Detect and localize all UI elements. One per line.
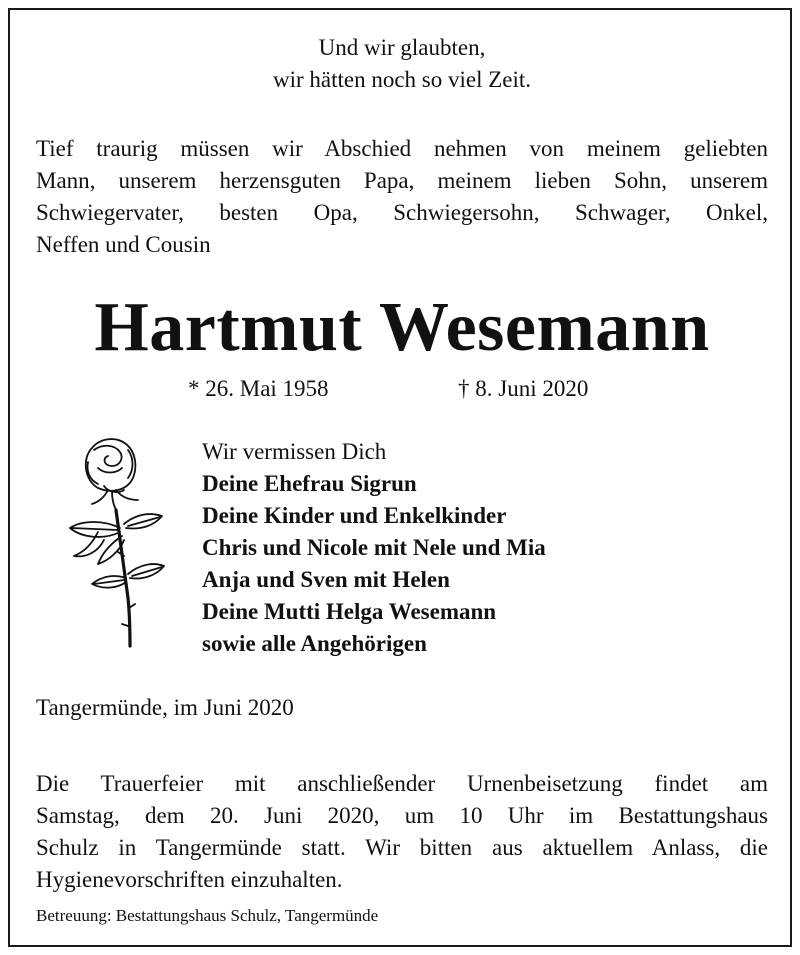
intro-line-4: Neffen und Cousin [36, 232, 211, 257]
mourner-line: Anja und Sven mit Helen [202, 567, 450, 592]
service-paragraph [36, 768, 768, 896]
mourners-intro: Wir vermissen Dich [202, 439, 387, 464]
intro-line-2: Mann, unserem herzensguten Papa, meinem lieben Sohn, unserem [36, 168, 768, 193]
mourners-list [202, 436, 546, 660]
poem-verse [10, 32, 794, 96]
service-line-3: Schulz in Tangermünde statt. Wir bitten aus aktuellem Anlass, die [36, 835, 768, 860]
poem-line-2: wir hätten noch so viel Zeit. [272, 67, 532, 92]
mourner-line: Chris und Nicole mit Nele und Mia [202, 535, 546, 560]
intro-line-1: Tief traurig müssen wir Abschied nehmen von meinem geliebten [36, 136, 768, 161]
mourner-line: sowie alle Angehörigen [202, 631, 427, 656]
service-line-4: Hygienevorschriften einzuhalten. [36, 867, 343, 892]
mourner-line: Deine Mutti Helga Wesemann [202, 599, 497, 624]
place-date: Tangermünde, im Juni 2020 [36, 695, 294, 720]
intro-paragraph [36, 133, 768, 261]
intro-line-3: Schwiegervater, besten Opa, Schwiegersohn, Schwager, Onkel, [36, 200, 768, 225]
death-date: † 8. Juni 2020 [458, 376, 589, 401]
poem-line-1: Und wir glaubten, [318, 35, 486, 60]
mourner-line: Deine Kinder und Enkelkinder [202, 503, 507, 528]
deceased-name: Hartmut Wesemann [94, 289, 710, 366]
birth-date: * 26. Mai 1958 [188, 376, 329, 401]
funeral-home-credit: Betreuung: Bestattungshaus Schulz, Tangermünde [36, 906, 379, 925]
service-line-1: Die Trauerfeier mit anschließender Urnenbeisetzung findet am [36, 771, 768, 796]
mourner-line: Deine Ehefrau Sigrun [202, 471, 417, 496]
service-line-2: Samstag, dem 20. Juni 2020, um 10 Uhr im Bestattungshaus [36, 803, 768, 828]
rose-icon [58, 428, 170, 650]
obituary-notice [8, 8, 792, 947]
